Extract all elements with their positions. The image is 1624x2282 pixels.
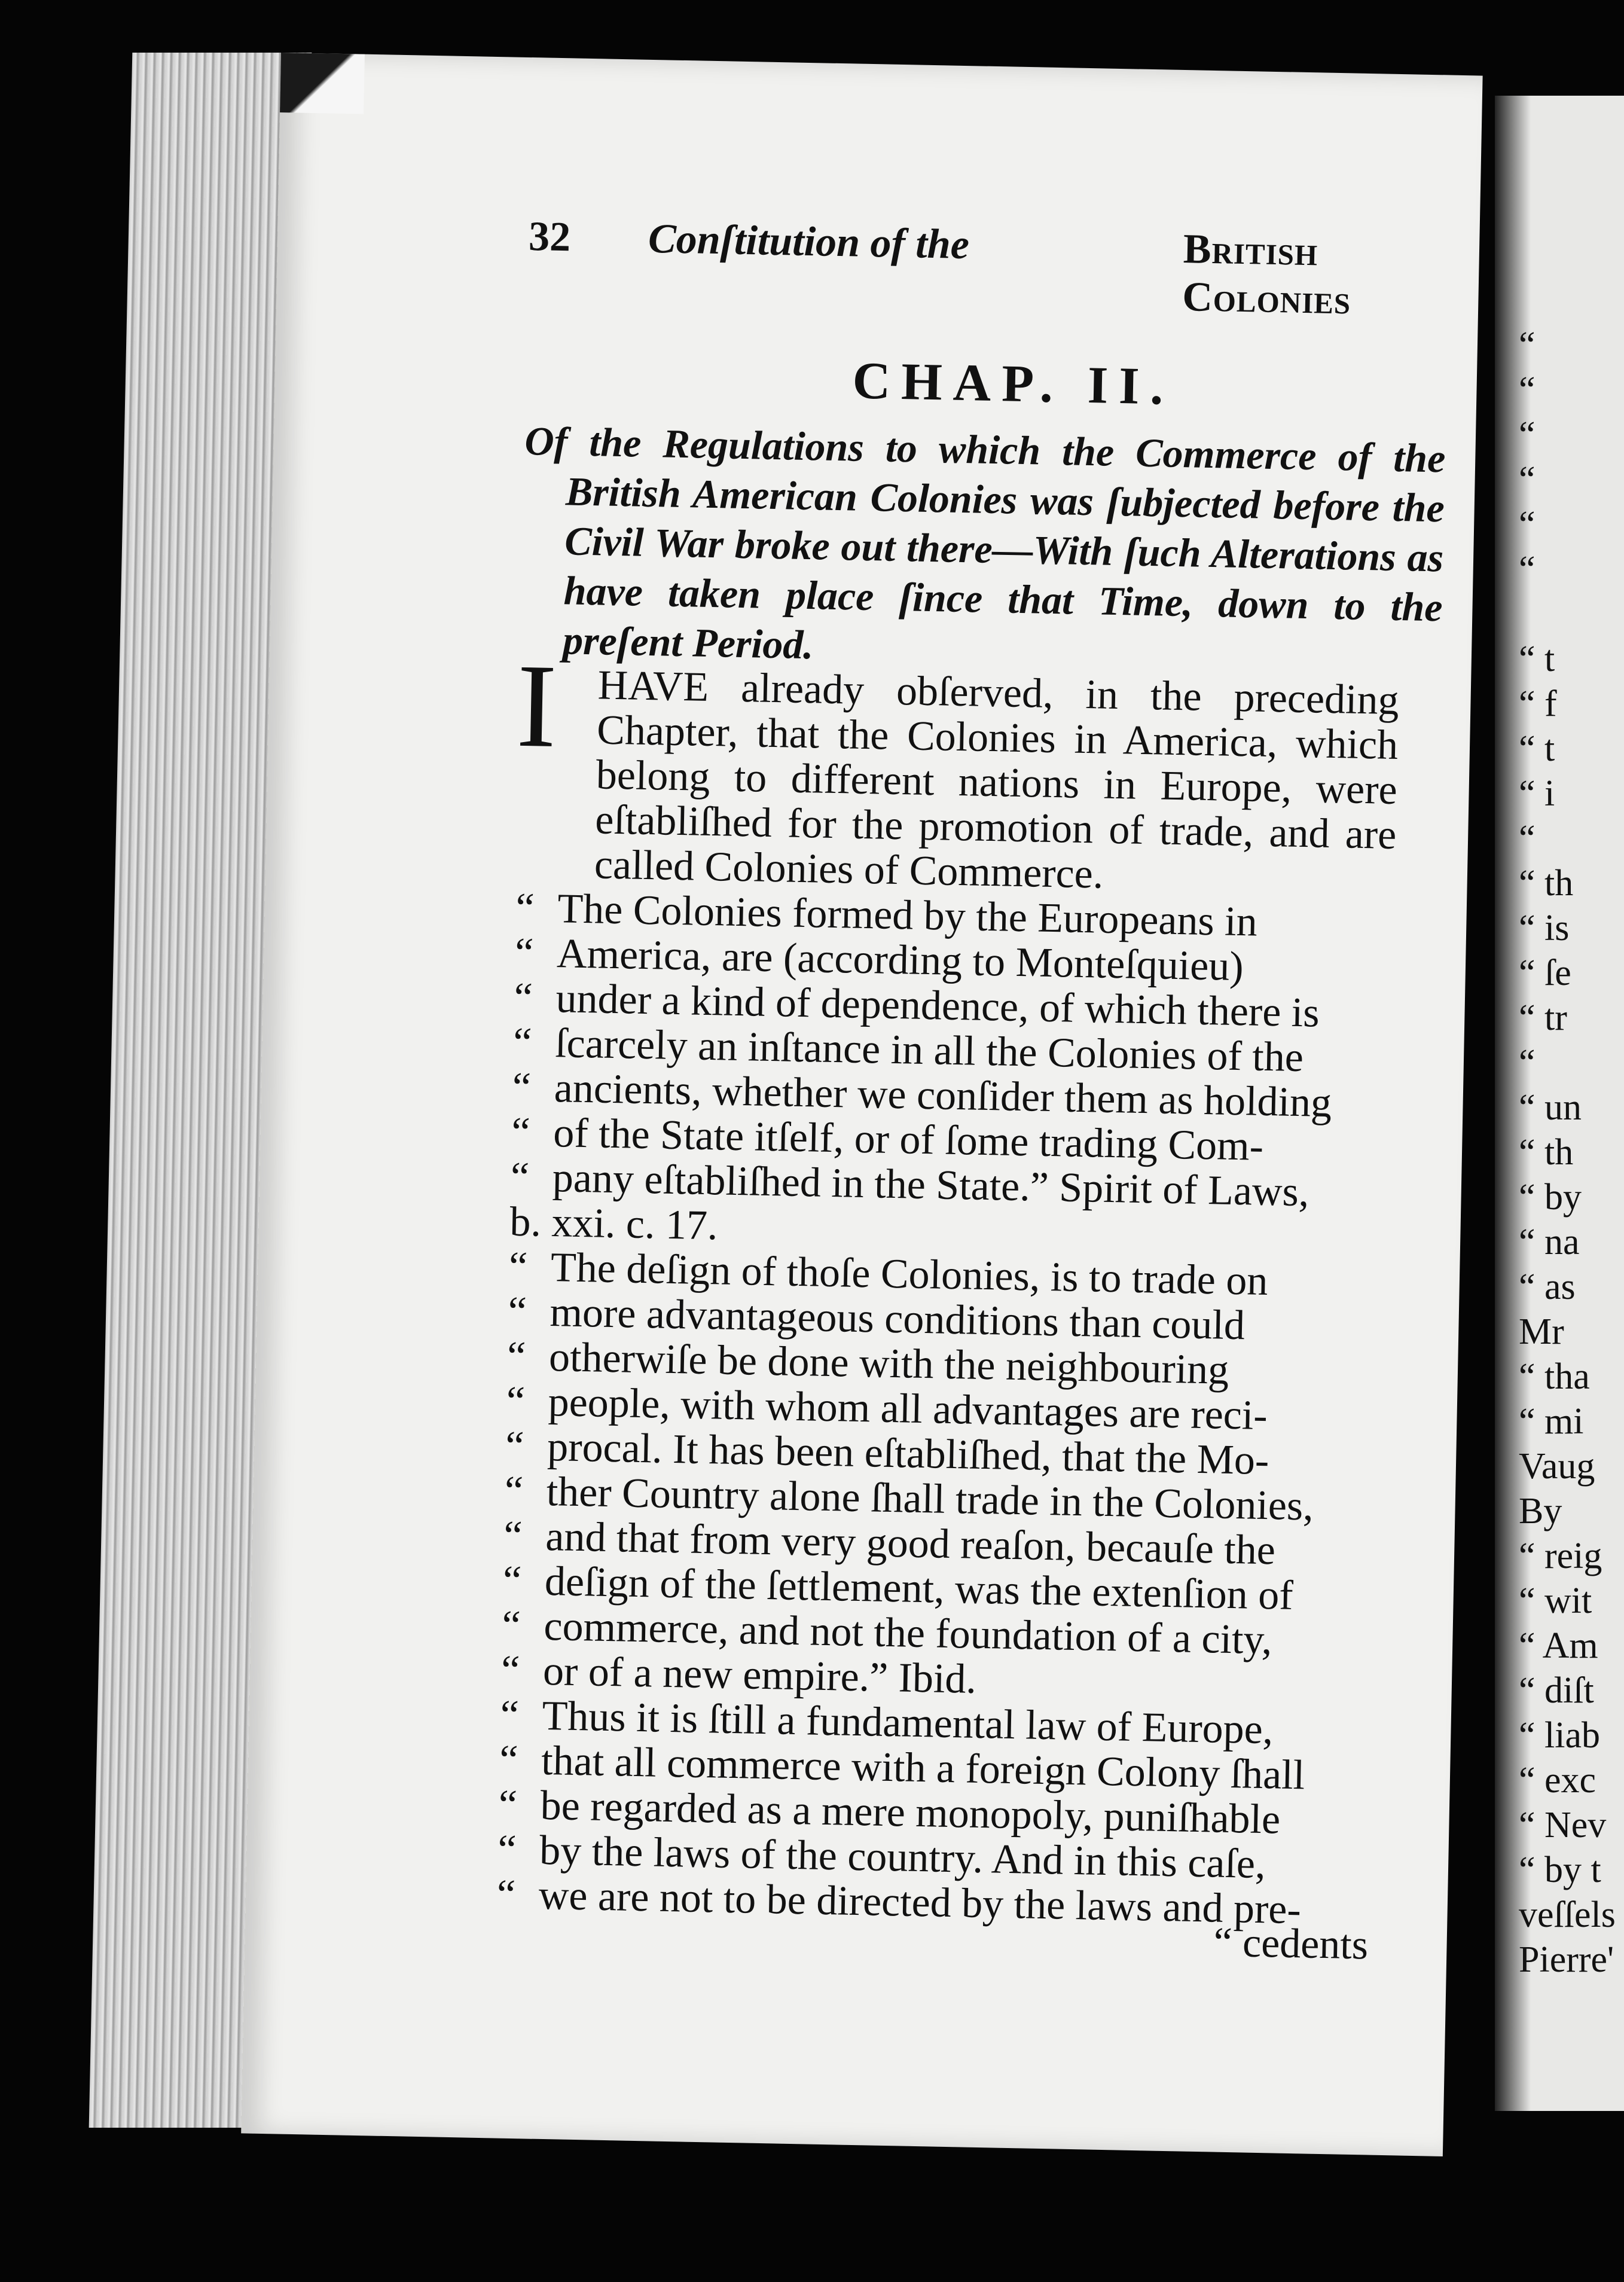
facing-page-line: “ <box>1519 549 1536 590</box>
facing-page-line: “ tha <box>1519 1356 1590 1397</box>
facing-page-line: “ <box>1519 504 1536 545</box>
facing-page-line: “ <box>1519 370 1536 410</box>
facing-page-line: “ tr <box>1519 997 1567 1038</box>
quote-line: “ otherwiſe be done with the neighbouring <box>548 1335 1386 1396</box>
facing-page-line: “ as <box>1519 1267 1576 1307</box>
facing-page-line: “ na <box>1519 1222 1580 1262</box>
quote-line: “ The Colonies formed by the Europeans in <box>557 886 1395 947</box>
facing-page-line: “ mi <box>1519 1401 1584 1442</box>
facing-page-line: “ by t <box>1519 1850 1601 1890</box>
facing-page-line: “ <box>1519 818 1536 859</box>
facing-page-line: “ reig <box>1519 1536 1602 1576</box>
facing-page-line: “ wit <box>1519 1581 1592 1621</box>
facing-page-line: “ is <box>1519 908 1570 948</box>
drop-cap: I <box>515 639 558 773</box>
facing-page-line: “ <box>1519 414 1536 455</box>
facing-page-line: “ th <box>1519 863 1574 904</box>
running-title-caps: British Colonies <box>1182 226 1351 324</box>
chapter-heading: CHAP. II. <box>851 352 1175 416</box>
facing-page-edge <box>1495 96 1624 2111</box>
quote-block-3 <box>496 1693 1379 1934</box>
facing-page-line: By <box>1519 1491 1562 1531</box>
facing-page-fragments <box>1519 96 1624 1982</box>
facing-page-line: “ exc <box>1519 1760 1596 1801</box>
quote-line: “ pany eſtabliſhed in the State.” Spirit of Laws, <box>552 1155 1390 1216</box>
book-page <box>241 53 1482 2156</box>
facing-page-line: “ <box>1519 459 1536 500</box>
quote-line: “ The deſign of thoſe Colonies, is to trade on <box>550 1245 1388 1306</box>
facing-page-line <box>1519 592 1624 637</box>
quote-line: “ of the State itſelf, or of ſome trading Com- <box>553 1111 1391 1171</box>
quote-line: “ ther Country alone ſhall trade in the Colonies, <box>546 1469 1384 1530</box>
quote-line: “ deſign of the ſettlement, was the extenſion of <box>544 1559 1382 1620</box>
folded-corner <box>280 53 365 114</box>
quote-line: “ Thus it is ſtill a fundamental law of Europe, <box>542 1694 1379 1755</box>
facing-page-line: “ <box>1519 1042 1536 1083</box>
facing-page-line: “ Am <box>1519 1625 1598 1666</box>
quote-block-2 <box>500 1244 1388 1710</box>
facing-page-line: “ th <box>1519 1132 1574 1173</box>
facing-page-line: “ ſe <box>1519 953 1571 993</box>
citation-line: b. xxi. c. 17. <box>509 1198 719 1249</box>
facing-page-line: “ liab <box>1519 1715 1600 1756</box>
facing-page-line: “ un <box>1519 1087 1582 1128</box>
running-title-italic: Conſtitution of the <box>648 215 970 269</box>
page-number: 32 <box>528 213 571 261</box>
facing-page-line: veſſels <box>1519 1894 1616 1935</box>
quote-line: “ be regarded as a mere monopoly, puniſhable <box>540 1783 1378 1844</box>
body-text <box>496 639 1400 1934</box>
quote-line: “ procal. It has been eſtabliſhed, that the Mo- <box>547 1424 1385 1485</box>
facing-page-line: “ by <box>1519 1177 1582 1218</box>
quote-line: “ ſcarcely an inſtance in all the Colonies of the <box>555 1021 1393 1082</box>
facing-page-line: Mr <box>1519 1311 1564 1352</box>
quote-line: “ America, are (according to Monteſquieu) <box>556 931 1394 992</box>
facing-page-line: “ t <box>1519 728 1555 769</box>
facing-page-line: “ t <box>1519 639 1555 679</box>
quote-line: “ commerce, and not the foundation of a city, <box>544 1604 1381 1665</box>
facing-page-line: “ f <box>1519 684 1557 724</box>
catchword: “ cedents <box>1213 1919 1369 1969</box>
quote-line: “ by the laws of the country. And in this caſe, <box>539 1828 1377 1889</box>
quote-line: “ under a kind of dependence, of which there is <box>555 976 1393 1037</box>
quote-line: “ people, with whom all advantages are reci- <box>548 1380 1385 1441</box>
quote-line: “ that all commerce with a foreign Colony ſhall <box>541 1738 1379 1799</box>
quote-line: “ we are not to be directed by the laws and pre- <box>538 1873 1376 1934</box>
facing-page-line: “ diſt <box>1519 1670 1594 1711</box>
facing-page-line: “ i <box>1519 773 1555 814</box>
facing-page-line: “ <box>1519 325 1536 365</box>
chapter-summary: Of the Regulations to which the Commerce of the British American Colonies was ſubjected before the Civil War broke out there—With ſuch Alterations as have taken place ſince that Time, down to the preſent Period. <box>524 417 1446 668</box>
quote-line: “ more advantageous conditions than could <box>550 1290 1387 1351</box>
facing-page-line: “ Nev <box>1519 1805 1607 1845</box>
facing-page-line: Pierre' <box>1519 1939 1614 1980</box>
running-head <box>528 213 1351 324</box>
quote-line: “ and that from very good reaſon, becauſe the <box>545 1514 1383 1575</box>
opening-paragraph-text: HAVE already obſerved, in the preceding Chapter, that the Colonies in America, which belong to different nations in Europe, were eſtabliſhed for the promotion of trade, and are called Colonies of Commerce. <box>594 662 1400 898</box>
quote-block-1 <box>510 886 1395 1216</box>
quote-line: “ or of a new empire.” Ibid. <box>542 1649 1380 1710</box>
facing-page-line: Vaug <box>1519 1446 1595 1487</box>
quote-line: “ ancients, whether we conſider them as holding <box>554 1066 1391 1127</box>
opening-paragraph <box>515 639 1400 902</box>
